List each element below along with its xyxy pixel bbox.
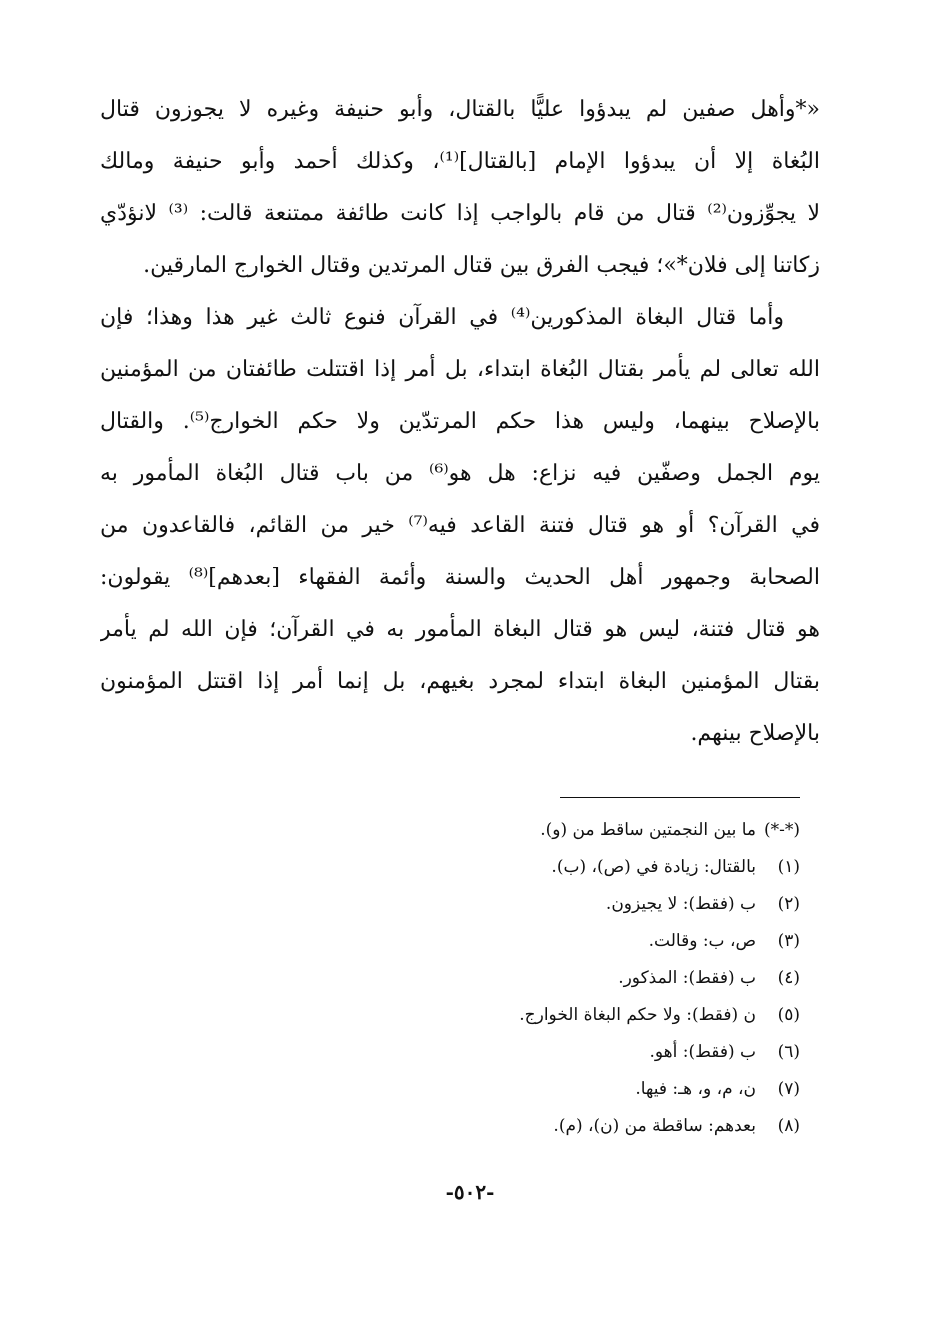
footnote-number: (٨) xyxy=(777,1116,800,1136)
footnote xyxy=(440,997,800,1034)
footnote xyxy=(440,960,800,997)
text-line-9: في القرآن؟ أو هو قتال فتنة القاعد فيه⁽⁷⁾ خير من القائم، فالقاعدون من xyxy=(100,513,820,538)
footnote-number: (٦) xyxy=(777,1042,800,1062)
footnote xyxy=(440,812,800,849)
footnote-divider xyxy=(560,797,800,798)
footnote-number: (*-*) xyxy=(763,820,800,840)
footnote-number: (٢) xyxy=(777,894,800,914)
footnote-text: ص، ب: وقالت. xyxy=(648,931,756,951)
text-line-2: البُغاة إلا أن يبدؤوا الإمام [بالقتال]⁽¹⁾، وكذلك أحمد وأبو حنيفة ومالك xyxy=(100,149,820,174)
text-line-11: هو قتال فتنة، ليس هو قتال البغاة المأمور به في القرآن؛ فإن الله لم يأمر xyxy=(100,617,820,642)
text-line-5: وأما قتال البغاة المذكورين⁽⁴⁾ في القرآن فنوع ثالث غير هذا وهذا؛ فإن xyxy=(100,305,784,330)
text-line-12: بقتال المؤمنين البغاة ابتداء لمجرد بغيهم، بل إنما أمر إذا اقتتل المؤمنون xyxy=(100,669,820,694)
footnote-number: (٥) xyxy=(777,1005,800,1025)
footnote-text: ب (فقط): لا يجيزون. xyxy=(605,894,756,914)
footnote xyxy=(440,1071,800,1108)
text-line-13: بالإصلاح بينهم. xyxy=(690,721,820,746)
footnote xyxy=(440,886,800,923)
footnote-text: ب (فقط): أهو. xyxy=(649,1042,756,1062)
footnote-number: (١) xyxy=(777,857,800,877)
text-line-10: الصحابة وجمهور أهل الحديث والسنة وأئمة الفقهاء [بعدهم]⁽⁸⁾ يقولون: xyxy=(100,565,820,590)
page-number: -٥٠٢- xyxy=(445,1180,495,1204)
footnote-text: ن (فقط): ولا حكم البغاة الخوارج. xyxy=(519,1005,756,1025)
footnote xyxy=(440,923,800,960)
footnote-number: (٤) xyxy=(777,968,800,988)
main-text xyxy=(100,84,820,760)
text-line-8: يوم الجمل وصفّين فيه نزاع: هل هو⁽⁶⁾ من باب قتال البُغاة المأمور به xyxy=(100,461,820,486)
footnote-number: (٣) xyxy=(777,931,800,951)
footnote-text: بعدهم: ساقطة من (ن)، (م). xyxy=(553,1116,756,1136)
footnote-number: (٧) xyxy=(777,1079,800,1099)
footnotes xyxy=(440,812,800,1145)
text-line-6: الله تعالى لم يأمر بقتال البُغاة ابتداء، بل أمر إذا اقتتلت طائفتان من المؤمنين xyxy=(100,357,820,382)
text-line-4: زكاتنا إلى فلان*»؛ فيجب الفرق بين قتال المرتدين وقتال الخوارج المارقين. xyxy=(143,253,820,278)
footnote-text: ما بين النجمتين ساقط من (و). xyxy=(540,820,756,840)
text-line-3: لا يجوِّزون⁽²⁾ قتال من قام بالواجب إذا كانت طائفة ممتنعة قالت: ⁽³⁾ لانؤدّي xyxy=(100,201,820,226)
footnote-text: ن، م، و، هـ: فيها. xyxy=(635,1079,756,1099)
footnote-text: بالقتال: زيادة في (ص)، (ب). xyxy=(551,857,756,877)
footnote xyxy=(440,1034,800,1071)
footnote xyxy=(440,849,800,886)
text-line-7: بالإصلاح بينهما، وليس هذا حكم المرتدّين ولا حكم الخوارج⁽⁵⁾. والقتال xyxy=(100,409,820,434)
footnote xyxy=(440,1108,800,1145)
text-line-1: «*وأهل صفين لم يبدؤوا عليًّا بالقتال، وأبو حنيفة وغيره لا يجوزون قتال xyxy=(100,97,820,122)
footnote-text: ب (فقط): المذكور. xyxy=(618,968,756,988)
